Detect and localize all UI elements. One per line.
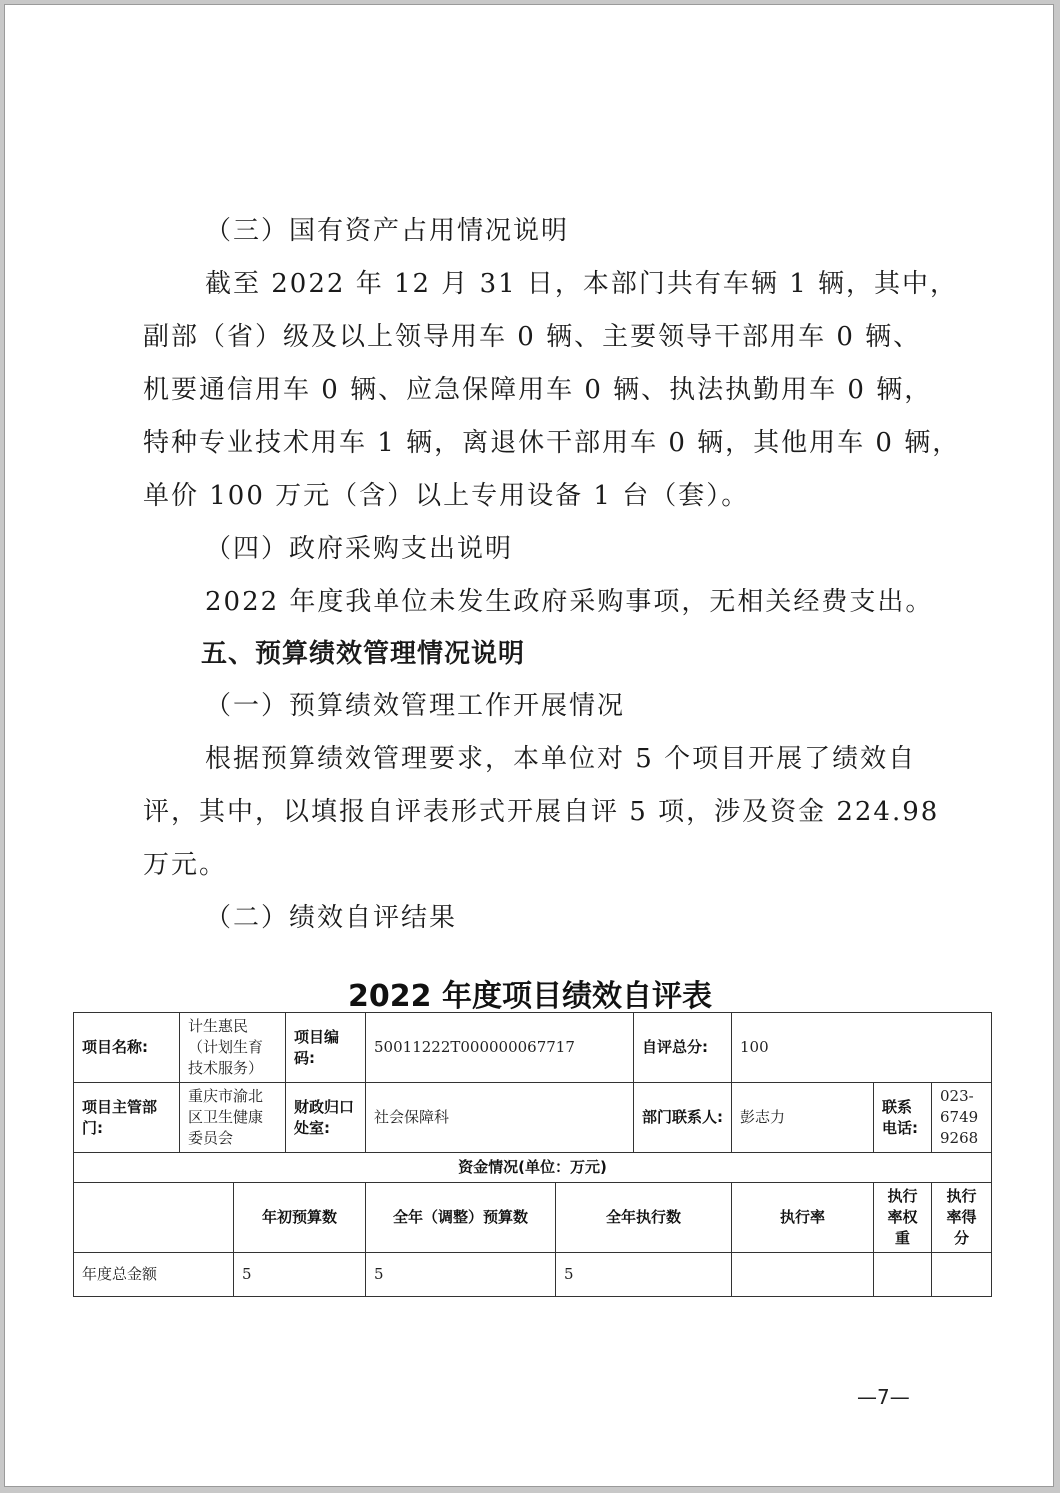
paragraph-line: 机要通信用车 0 辆、应急保障用车 0 辆、执法执勤用车 0 辆，	[143, 375, 933, 405]
paragraph-line: 单价 100 万元（含）以上专用设备 1 台（套）。	[143, 481, 750, 511]
phone-value: 023-67499268	[932, 1083, 992, 1153]
paragraph-line: 评，其中，以填报自评表形式开展自评 5 项，涉及资金 224.98	[143, 797, 940, 827]
section-heading-state-assets: （三）国有资产占用情况说明	[205, 216, 570, 246]
empty-header-cell	[74, 1183, 234, 1253]
section-heading-performance-work: （一）预算绩效管理工作开展情况	[205, 691, 626, 721]
table-row	[74, 1153, 992, 1183]
contact-value: 彭志力	[732, 1083, 874, 1153]
col-initial-budget: 年初预算数	[234, 1183, 366, 1253]
project-code-value: 50011222T000000067717	[366, 1013, 634, 1083]
col-executed: 全年执行数	[556, 1183, 732, 1253]
table-row	[74, 1083, 992, 1153]
table-row	[74, 1253, 992, 1297]
row-total-weight	[874, 1253, 932, 1297]
contact-label: 部门联系人:	[634, 1083, 732, 1153]
finance-office-label: 财政归口处室:	[286, 1083, 366, 1153]
paragraph-line: 2022 年度我单位未发生政府采购事项，无相关经费支出。	[205, 587, 934, 617]
table-row	[74, 1013, 992, 1083]
section-heading-self-evaluation: （二）绩效自评结果	[205, 903, 458, 933]
chapter-heading-performance: 五、预算绩效管理情况说明	[201, 639, 526, 669]
table-header-row	[74, 1183, 992, 1253]
paragraph-line: 万元。	[143, 850, 228, 880]
paragraph-line: 根据预算绩效管理要求，本单位对 5 个项目开展了绩效自	[205, 744, 917, 774]
phone-label: 联系电话:	[874, 1083, 932, 1153]
dept-label: 项目主管部门:	[74, 1083, 180, 1153]
score-value: 100	[732, 1013, 992, 1083]
self-evaluation-table	[73, 1012, 992, 1297]
document-page	[4, 4, 1054, 1487]
col-rate-weight: 执行率权重	[874, 1183, 932, 1253]
col-rate-score: 执行率得分	[932, 1183, 992, 1253]
project-code-label: 项目编码:	[286, 1013, 366, 1083]
paragraph-line: 副部（省）级及以上领导用车 0 辆、主要领导干部用车 0 辆、	[143, 322, 922, 352]
score-label: 自评总分:	[634, 1013, 732, 1083]
col-adjusted-budget: 全年（调整）预算数	[366, 1183, 556, 1253]
funds-header: 资金情况(单位：万元)	[74, 1153, 992, 1183]
row-total-score	[932, 1253, 992, 1297]
project-name-value: 计生惠民（计划生育技术服务）	[180, 1013, 286, 1083]
section-heading-procurement: （四）政府采购支出说明	[205, 534, 514, 564]
paragraph-line: 截至 2022 年 12 月 31 日，本部门共有车辆 1 辆，其中，	[205, 269, 958, 299]
page-number: —7—	[857, 1385, 910, 1409]
row-total-initial: 5	[234, 1253, 366, 1297]
finance-office-value: 社会保障科	[366, 1083, 634, 1153]
paragraph-line: 特种专业技术用车 1 辆，离退休干部用车 0 辆，其他用车 0 辆，	[143, 428, 961, 458]
row-total-executed: 5	[556, 1253, 732, 1297]
row-total-label: 年度总金额	[74, 1253, 234, 1297]
row-total-adjusted: 5	[366, 1253, 556, 1297]
table-title: 2022 年度项目绩效自评表	[348, 979, 712, 1014]
dept-value: 重庆市渝北区卫生健康委员会	[180, 1083, 286, 1153]
col-exec-rate: 执行率	[732, 1183, 874, 1253]
row-total-rate	[732, 1253, 874, 1297]
project-name-label: 项目名称:	[74, 1013, 180, 1083]
